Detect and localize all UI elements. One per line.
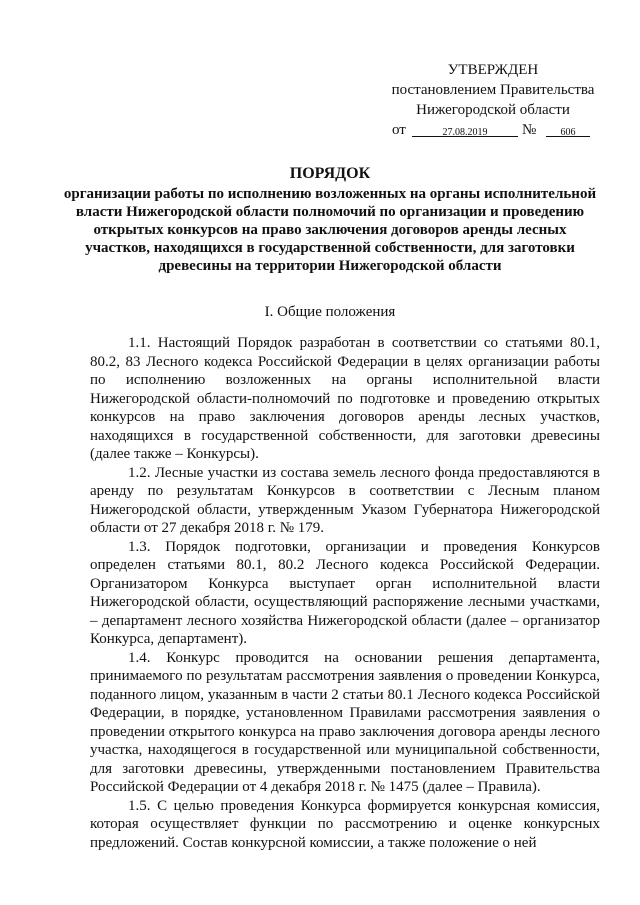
title-subtitle: организации работы по исполнению возложенных на органы исполнительной власти Нижегородской области полномочий по организации и проведению открытых конкурсов на право заключения договоров аренды лесных участков, находящихся в государственной собственности, для заготовки древесины на территории Нижегородской области [63,186,597,274]
paragraph-1-5: 1.5. С целью проведения Конкурса формируется конкурсная комиссия, которая осуществляет функции по рассмотрению и оценке конкурсных предложений. Состав конкурсной комиссии, а также положение о ней [90,797,600,851]
document-title [60,165,600,275]
date-from-label: от [392,122,406,138]
approval-title: УТВЕРЖДЕН [447,62,539,78]
approval-region-line: Нижегородской области [416,102,570,118]
paragraph-1-1: 1.1. Настоящий Порядок разработан в соответствии со статьями 80.1, 80.2, 83 Лесного кодекса Российской Федерации в целях организации работы по исполнению возложенных на органы исполнительной власти Нижегородской области-полномочий по подготовке и проведению открытых конкурсов на право заключения договоров аренды лесных участков, находящихся в государственной собственности, для заготовки древесины (далее также – Конкурсы). [90,335,600,462]
section-heading: I. Общие положения [264,304,396,320]
approval-stamp [382,60,604,140]
approval-number: 606 [560,127,576,138]
number-label: № [522,122,537,138]
document-body [90,334,600,852]
approval-by-line: постановлением Правительства [391,82,595,98]
approval-date-field [412,120,518,137]
approval-number-field [546,120,590,137]
approval-date: 27.08.2019 [442,127,488,138]
paragraph-1-2: 1.2. Лесные участки из состава земель лесного фонда предоставляются в аренду по результатам Конкурсов в соответствии с Лесным планом Нижегородской области, утвержденным Указом Губернатора Нижегородской области от 27 декабря 2018 г. № 179. [90,464,600,536]
title-main: ПОРЯДОК [289,165,371,182]
approval-date-line [382,120,604,140]
paragraph-1-3: 1.3. Порядок подготовки, организации и проведения Конкурсов определен статьями 80.1, 80.2 Лесного кодекса Российской Федерации. Организатором Конкурса выступает орган исполнительной власти Нижегородской области, осуществляющий распоряжение лесными участками, – департамент лесного хозяйства Нижегородской области (далее – организатор Конкурса, департамент). [90,538,600,647]
paragraph-1-4: 1.4. Конкурс проводится на основании решения департамента, принимаемого по результатам рассмотрения заявления о проведении Конкурса, поданного лицом, указанным в части 2 статьи 80.1 Лесного кодекса Российской Федерации, в порядке, установленном Правилами рассмотрения заявления о проведении открытого конкурса на право заключения договора аренды лесного участка, находящегося в государственной или муниципальной собственности, для заготовки древесины, утвержденными постановлением Правительства Российской Федерации от 4 декабря 2018 г. № 1475 (далее – Правила). [90,649,600,795]
